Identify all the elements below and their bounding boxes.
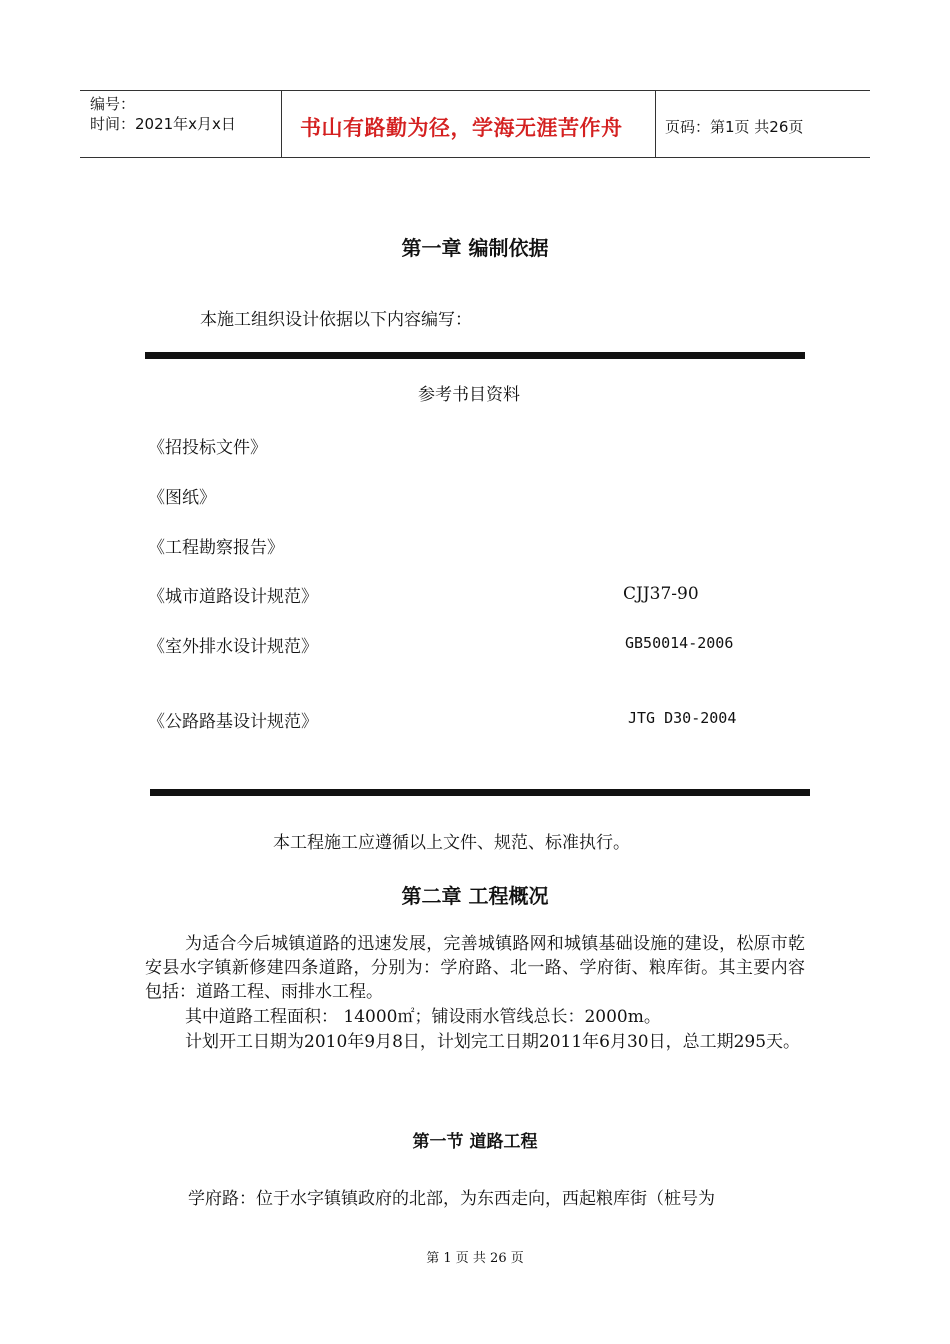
header-top-border [80, 90, 870, 91]
chapter1-title: 第一章 编制依据 [401, 236, 549, 260]
section1-title: 第一节 道路工程 [412, 1132, 538, 1152]
reference-name-4: 《城市道路设计规范》 [148, 587, 318, 607]
header-motto: 书山有路勤为径，学海无涯苦作舟 [300, 116, 623, 140]
chapter2-paragraph-2: 其中道路工程面积： 14000㎡；铺设雨水管线总长：2000m。 [185, 1007, 661, 1027]
header-bottom-border [80, 157, 870, 158]
table-bottom-rule [150, 789, 810, 796]
reference-code-6: JTG D30-2004 [628, 709, 737, 727]
chapter2-title: 第二章 工程概况 [401, 884, 549, 908]
reference-name-3: 《工程勘察报告》 [148, 538, 284, 558]
page-footer: 第 1 页 共 26 页 [426, 1251, 524, 1266]
header-divider-right [655, 90, 656, 158]
reference-name-1: 《招投标文件》 [148, 438, 267, 458]
reference-name-6: 《公路路基设计规范》 [148, 712, 318, 732]
chapter1-intro: 本施工组织设计依据以下内容编写： [200, 310, 472, 330]
header-number-label: 编号： [90, 95, 136, 113]
reference-name-2: 《图纸》 [148, 488, 216, 508]
chapter2-paragraph-1: 为适合今后城镇道路的迅速发展，完善城镇路网和城镇基础设施的建设，松原市乾安县水字镇新修建四条道路，分别为：学府路、北一路、学府街、粮库街。其主要内容包括：道路工程、雨排水工程。 [145, 934, 805, 1002]
reference-table-title: 参考书目资料 [418, 385, 520, 405]
reference-code-4: CJJ37-90 [623, 584, 699, 604]
header-divider-left [281, 90, 282, 158]
reference-code-5: GB50014-2006 [625, 634, 734, 652]
reference-name-5: 《室外排水设计规范》 [148, 637, 318, 657]
chapter1-closing: 本工程施工应遵循以上文件、规范、标准执行。 [273, 833, 630, 853]
chapter2-paragraph-3: 计划开工日期为2010年9月8日，计划完工日期2011年6月30日，总工期295天。 [185, 1032, 801, 1052]
section1-paragraph: 学府路：位于水字镇镇政府的北部，为东西走向，西起粮库街（桩号为 [188, 1189, 715, 1209]
table-top-rule [145, 352, 805, 359]
header-time-label: 时间：2021年x月x日 [90, 115, 236, 133]
header-page-label: 页码：第1页 共26页 [665, 118, 804, 136]
